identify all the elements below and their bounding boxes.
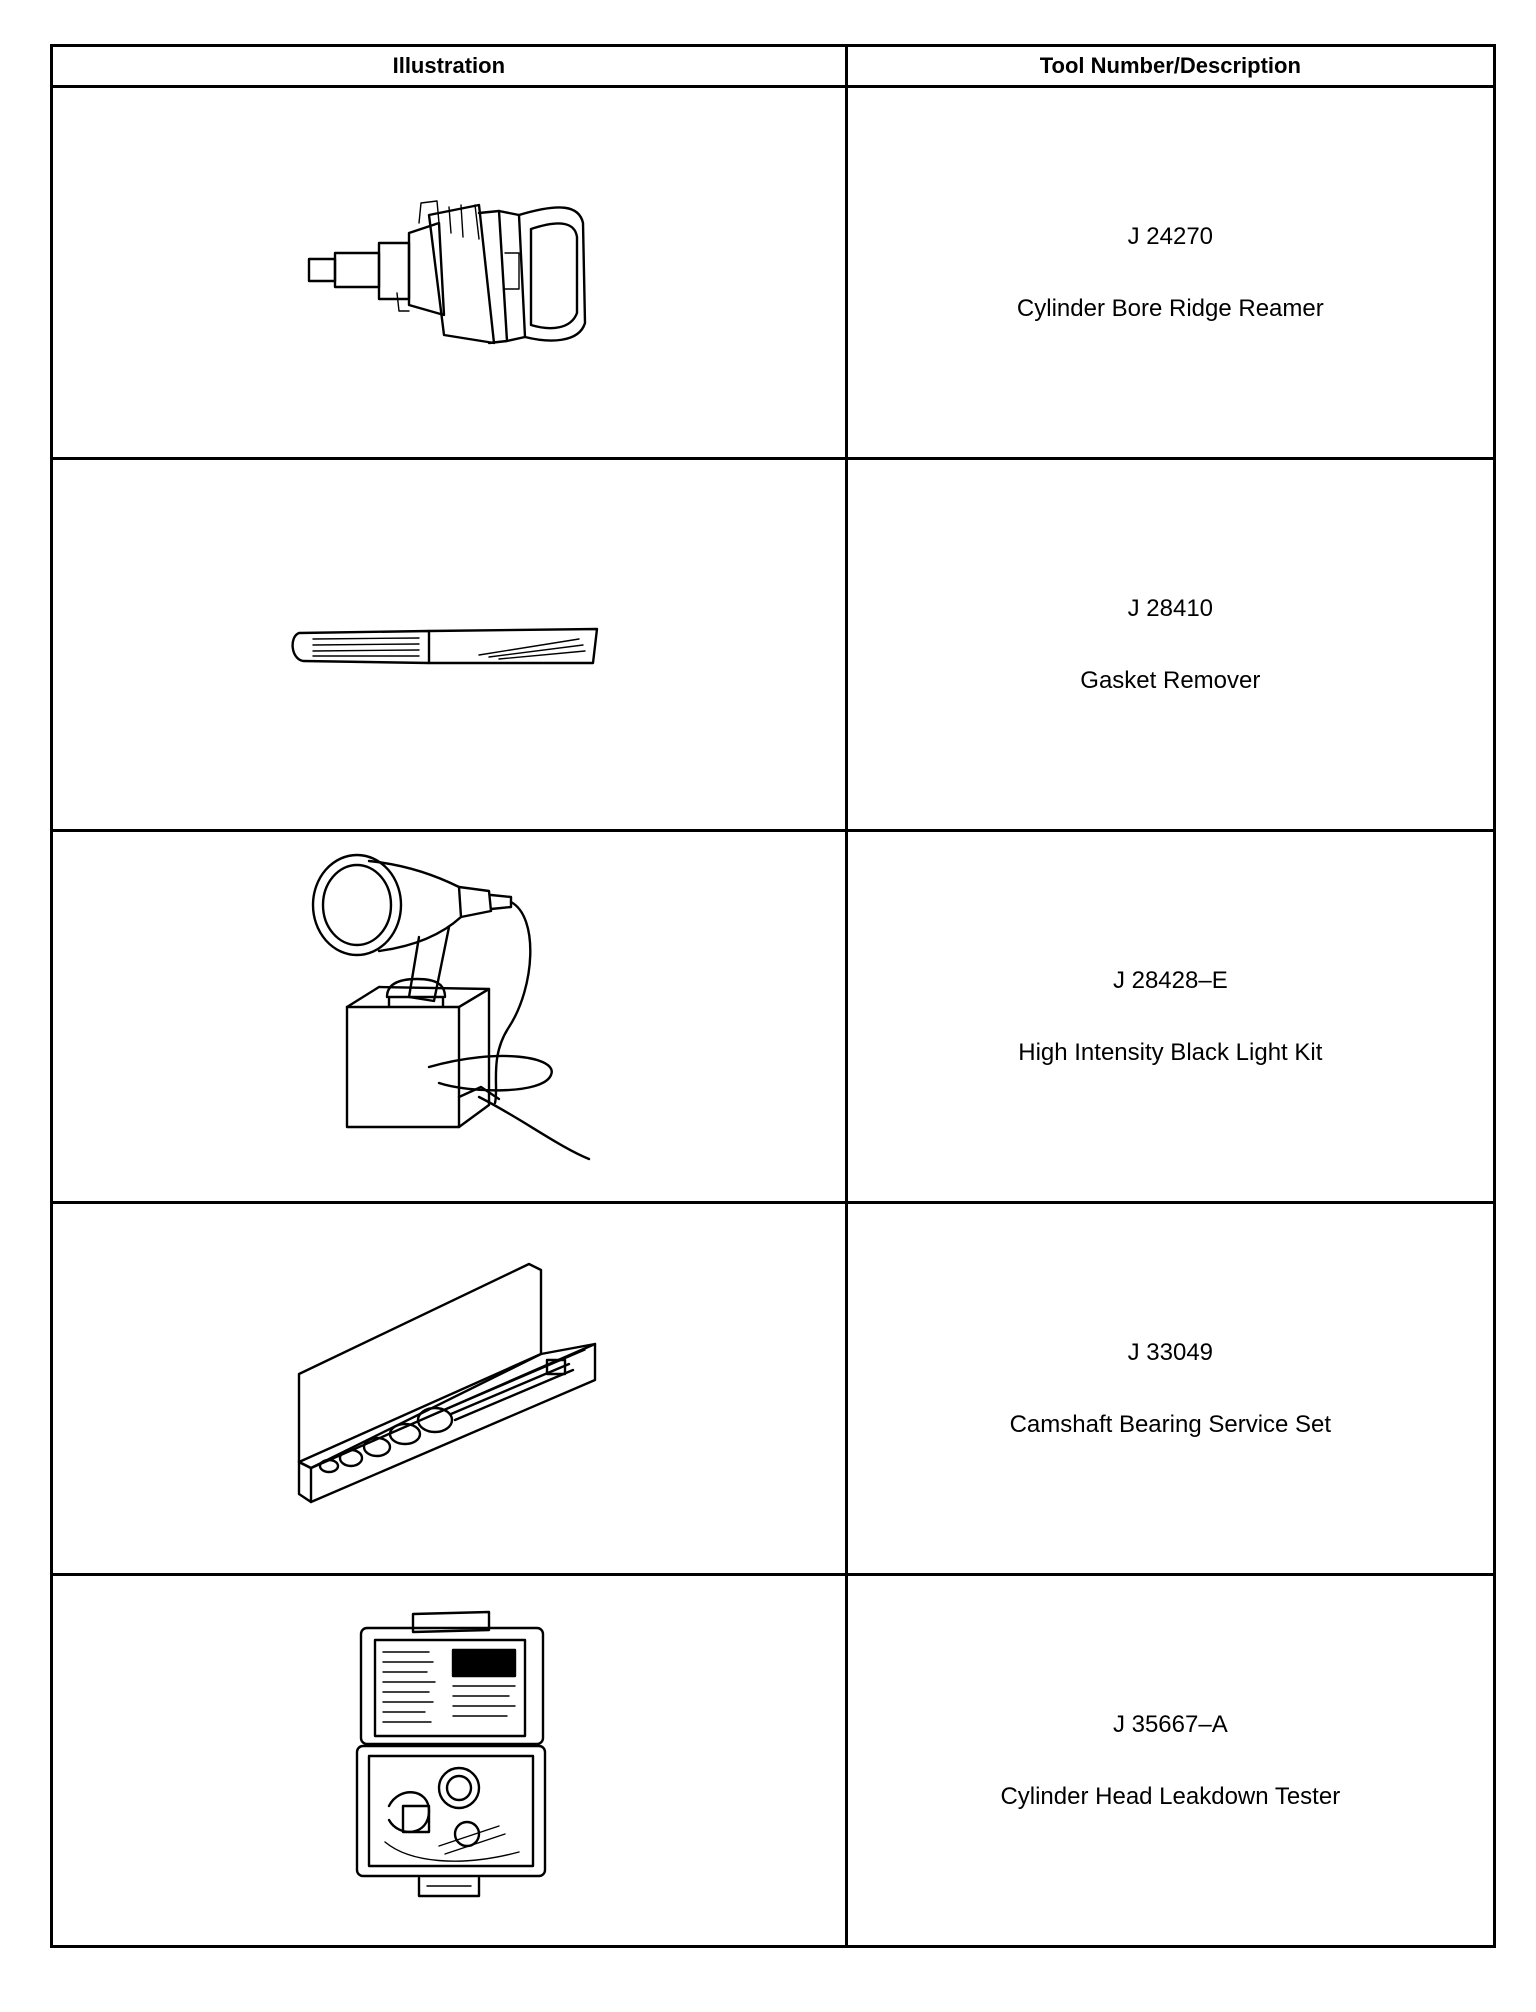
description-cell	[846, 1575, 1494, 1947]
tool-number: J 28410	[1127, 594, 1214, 622]
description-cell	[846, 831, 1494, 1203]
gasket-scraper-icon	[279, 615, 619, 675]
tool-description: Camshaft Bearing Service Set	[1009, 1410, 1332, 1438]
table-row	[52, 459, 1495, 831]
illustration-cell	[52, 1575, 847, 1947]
table-row	[52, 1575, 1495, 1947]
tool-description: High Intensity Black Light Kit	[1018, 1038, 1323, 1066]
illustration-cell	[52, 1203, 847, 1575]
header-row	[52, 46, 1495, 87]
description-cell	[846, 1203, 1494, 1575]
ridge-reamer-icon	[279, 193, 619, 353]
tool-number: J 35667–A	[1112, 1710, 1228, 1738]
illustration-cell	[52, 459, 847, 831]
leakdown-tester-case-icon	[349, 1606, 549, 1916]
table-row	[52, 1203, 1495, 1575]
black-light-icon	[299, 847, 599, 1187]
description-cell	[846, 87, 1494, 459]
illustration-cell	[52, 831, 847, 1203]
illustration-cell	[52, 87, 847, 459]
table-row	[52, 831, 1495, 1203]
tool-case-icon	[279, 1254, 619, 1524]
tool-description: Gasket Remover	[1080, 666, 1261, 694]
tool-number: J 33049	[1127, 1338, 1214, 1366]
tools-table	[50, 44, 1496, 1948]
header-tool-number-description: Tool Number/Description	[846, 46, 1494, 87]
tool-description: Cylinder Bore Ridge Reamer	[1016, 294, 1324, 322]
tool-description: Cylinder Head Leakdown Tester	[1000, 1782, 1341, 1810]
description-cell	[846, 459, 1494, 831]
table-row	[52, 87, 1495, 459]
tool-number: J 28428–E	[1112, 966, 1228, 994]
tool-number: J 24270	[1127, 222, 1214, 250]
header-illustration: Illustration	[52, 46, 847, 87]
